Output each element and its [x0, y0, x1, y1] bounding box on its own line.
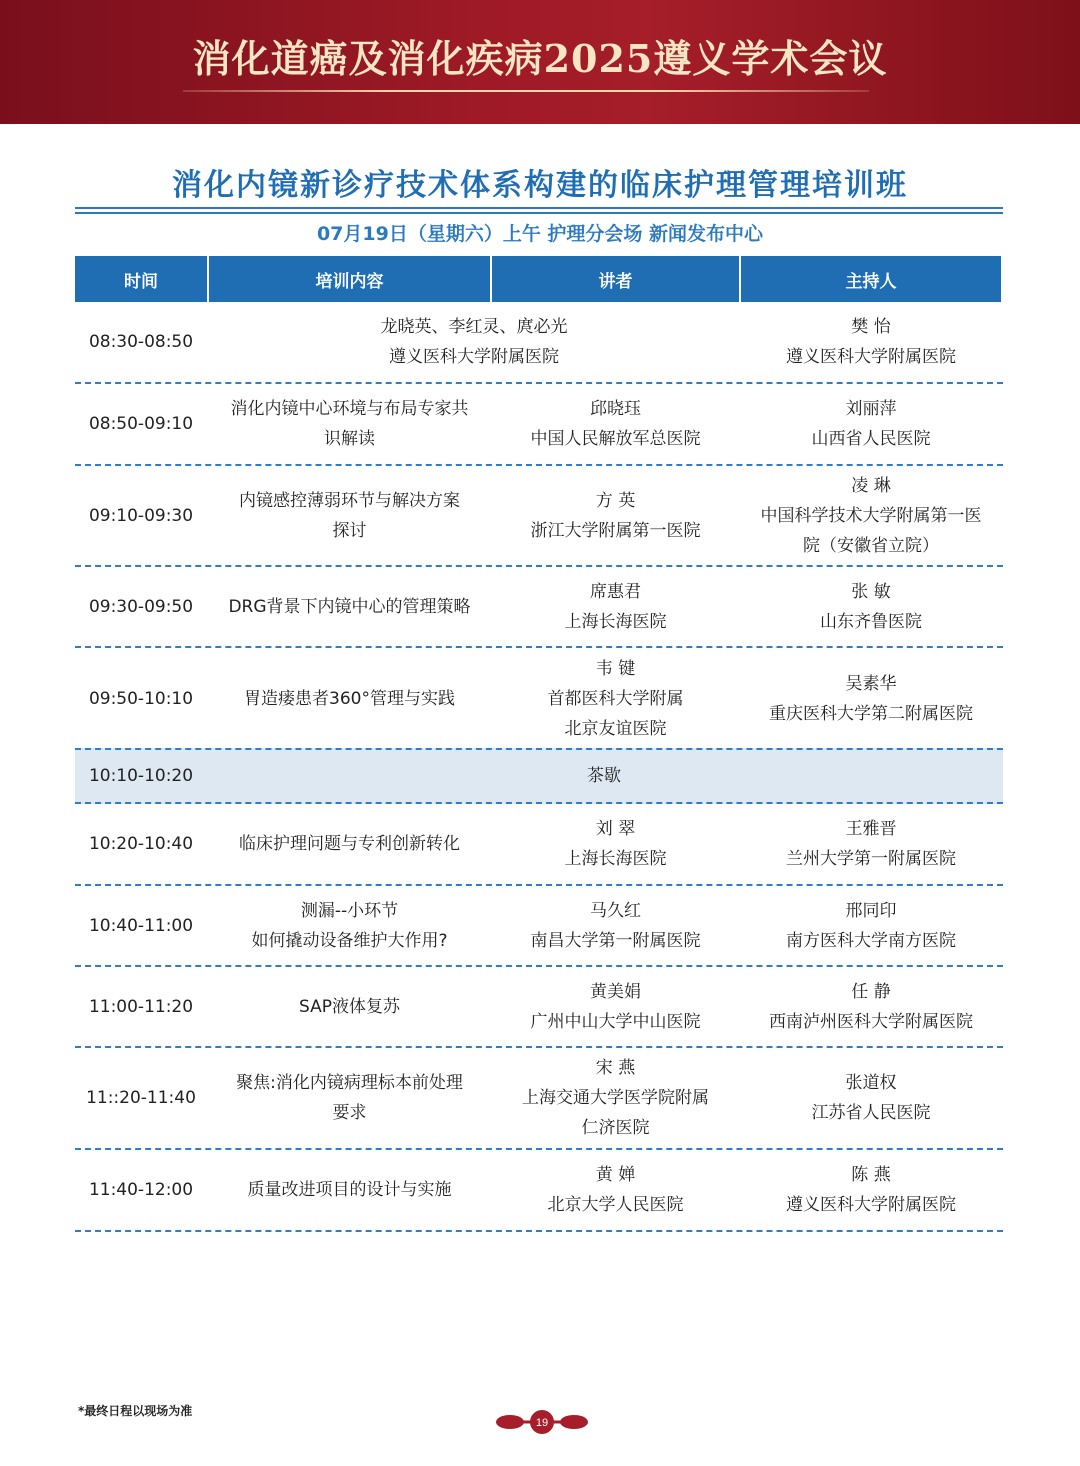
- row-time: 10:10-10:20: [88, 766, 194, 786]
- row-speaker: 刘 翠 上海长海医院: [564, 819, 667, 869]
- row-host: 邢同印 南方医科大学南方医院: [786, 900, 956, 951]
- header-host: 主持人: [741, 256, 1001, 302]
- table-row: [75, 384, 1003, 466]
- row-time: 08:30-08:50: [88, 332, 194, 352]
- row-time: 10:20-10:40: [88, 834, 194, 854]
- row-content: 消化内镜中心环境与布局专家共 识解读: [230, 399, 469, 449]
- session-info: 07月19日（星期六）上午 护理分会场 新闻发布中心: [316, 223, 764, 245]
- table-row: [75, 466, 1003, 567]
- row-content: 内镜感控薄弱环节与解决方案 探讨: [239, 490, 460, 541]
- row-time: 11:00-11:20: [88, 996, 194, 1017]
- row-content: 临床护理问题与专利创新转化: [239, 834, 460, 854]
- row-time: 09:50-10:10: [88, 688, 194, 709]
- table-row: [75, 567, 1003, 648]
- row-host: 王雅晋 兰州大学第一附属医院: [786, 819, 956, 869]
- header-speaker: 讲者: [492, 256, 739, 302]
- row-speaker: 韦 键 首都医科大学附属 北京友谊医院: [547, 658, 684, 739]
- break-row: [75, 748, 1003, 804]
- row-host: 吴素华 重庆医科大学第二附属医院: [769, 673, 973, 724]
- row-speaker: 邱晓珏 中国人民解放军总医院: [530, 399, 701, 449]
- row-host: 陈 燕 遵义医科大学附属医院: [786, 1165, 956, 1215]
- row-speaker: 席惠君 上海长海医院: [564, 581, 667, 632]
- page-number: 19: [535, 1417, 549, 1429]
- table-row: [75, 804, 1003, 886]
- row-content: 质量改进项目的设计与实施: [247, 1180, 452, 1200]
- header-banner: [0, 0, 1080, 124]
- row-content: DRG背景下内镜中心的管理策略: [228, 596, 471, 617]
- table-row: [75, 886, 1003, 967]
- row-time: 09:30-09:50: [88, 596, 194, 617]
- row-speaker: 黄美娟 广州中山大学中山医院: [530, 981, 701, 1032]
- table-row: [75, 648, 1003, 749]
- title-double-rule: [75, 207, 1003, 214]
- row-time: 11:40-12:00: [88, 1180, 194, 1200]
- training-title: 消化内镜新诊疗技术体系构建的临床护理管理培训班: [172, 168, 908, 203]
- row-time: 08:50-09:10: [88, 414, 194, 434]
- row-time: 09:10-09:30: [88, 505, 194, 526]
- table-row: [75, 1150, 1003, 1232]
- row-speaker: 方 英 浙江大学附属第一医院: [530, 490, 701, 541]
- row-speaker: 马久红 南昌大学第一附属医院: [530, 900, 701, 951]
- row-content: 聚焦:消化内镜病理标本前处理 要求: [236, 1073, 463, 1123]
- row-speaker: 黄 婵 北京大学人民医院: [547, 1165, 684, 1215]
- break-label: 茶歇: [587, 766, 621, 786]
- banner-divider: [183, 90, 869, 92]
- row-time: 11::20-11:40: [86, 1088, 196, 1108]
- row-time: 10:40-11:00: [88, 915, 194, 936]
- row-host: 张道权 江苏省人民医院: [811, 1073, 931, 1123]
- pager-right-cap: [560, 1415, 588, 1429]
- table-header: [75, 256, 1001, 302]
- row-speaker: 龙晓英、李红灵、庹必光 遵义医科大学附属医院: [380, 317, 568, 367]
- row-host: 任 静 西南泸州医科大学附属医院: [769, 981, 973, 1032]
- row-speaker: 宋 燕 上海交通大学医学院附属 仁济医院: [522, 1058, 709, 1138]
- header-content: 培训内容: [209, 256, 490, 302]
- table-row: [75, 302, 1003, 384]
- row-host: 刘丽萍 山西省人民医院: [811, 399, 931, 449]
- table-row: [75, 967, 1003, 1048]
- header-time: 时间: [75, 256, 207, 302]
- row-content: 测漏--小环节 如何撬动设备维护大作用?: [251, 900, 448, 951]
- page-number-badge: [495, 1408, 589, 1436]
- row-host: 凌 琳 中国科学技术大学附属第一医 院（安徽省立院）: [760, 475, 982, 556]
- row-content: 胃造瘘患者360°管理与实践: [244, 688, 455, 709]
- row-host: 张 敏 山东齐鲁医院: [820, 581, 922, 632]
- row-host: 樊 怡 遵义医科大学附属医院: [786, 317, 956, 367]
- footnote: *最终日程以现场为准: [78, 1404, 193, 1418]
- pager-left-cap: [496, 1415, 524, 1429]
- table-row: [75, 1048, 1003, 1150]
- conference-title: 消化道癌及消化疾病2025遵义学术会议: [192, 36, 888, 81]
- row-content: SAP液体复苏: [299, 996, 400, 1017]
